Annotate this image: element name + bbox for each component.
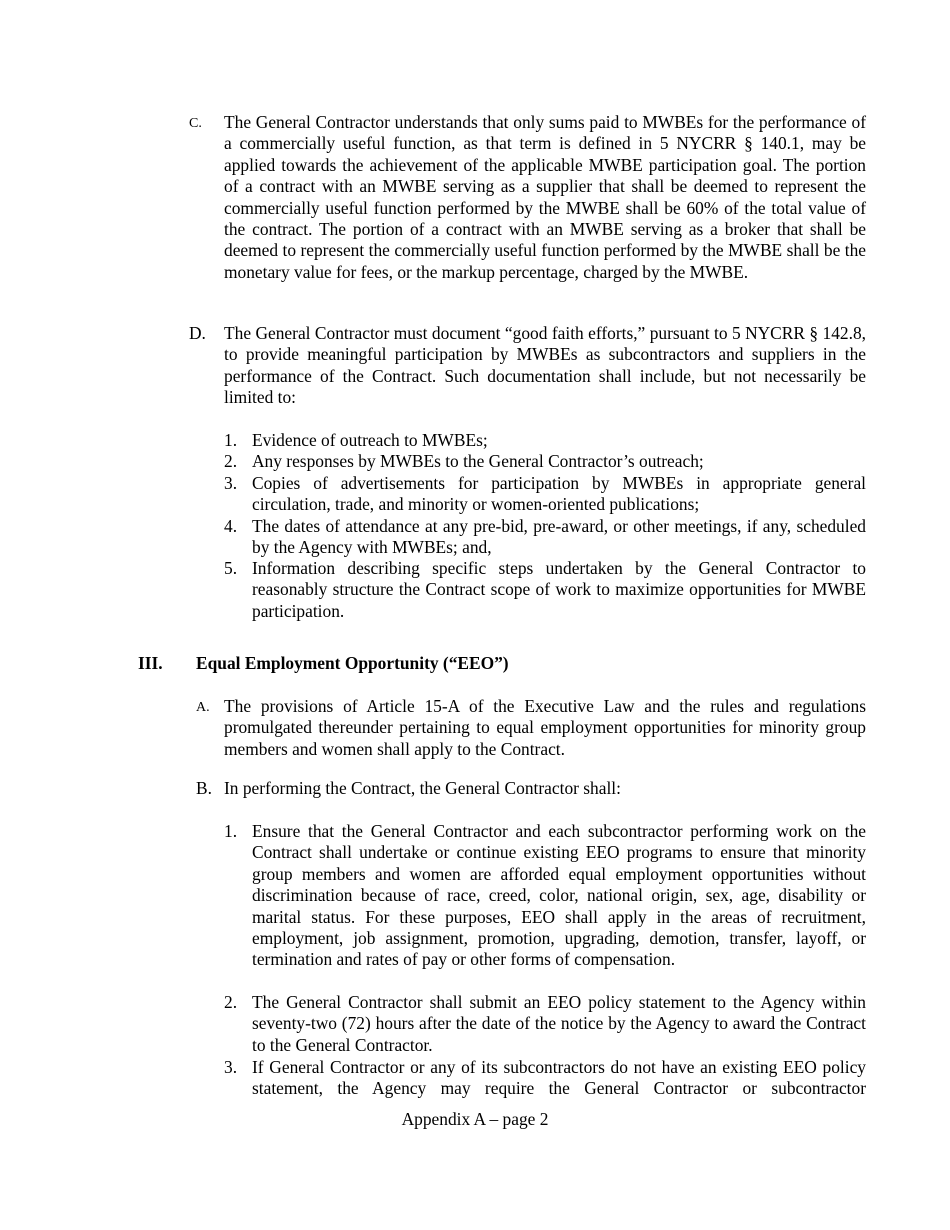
item-c-letter: C.: [189, 116, 202, 131]
list-item-number: 3.: [224, 1057, 238, 1077]
list-item: Evidence of outreach to MWBEs;: [252, 430, 488, 450]
list-item: The General Contractor shall submit an EEO policy statement to the Agency within seventy-two (72) hours after the date of the notice by the Agency to award the Contract to the General Contractor.: [252, 992, 866, 1055]
list-item: Information describing specific steps undertaken by the General Contractor to reasonably structure the Contract scope of work to maximize opportunities for MWBE participation.: [252, 558, 866, 621]
list-item: If General Contractor or any of its subcontractors do not have an existing EEO policy statement, the Agency may require the General Contractor or subcontractor: [252, 1057, 866, 1099]
item-a-paragraph: The provisions of Article 15-A of the Executive Law and the rules and regulations promulgated thereunder pertaining to equal employment opportunities for minority group members and women shall apply to the Contract.: [224, 696, 866, 759]
list-item: Copies of advertisements for participation by MWBEs in appropriate general circulation, trade, and minority or women-oriented publications;: [252, 473, 866, 515]
list-item-number: 1.: [224, 430, 238, 450]
item-d-letter: D.: [189, 323, 206, 343]
item-b-paragraph: In performing the Contract, the General Contractor shall:: [224, 778, 621, 798]
list-item-number: 4.: [224, 516, 238, 536]
list-item: The dates of attendance at any pre-bid, pre-award, or other meetings, if any, scheduled by the Agency with MWBEs; and,: [252, 516, 866, 558]
list-item-number: 2.: [224, 451, 238, 471]
item-d-paragraph: The General Contractor must document “good faith efforts,” pursuant to 5 NYCRR § 142.8, to provide meaningful participation by MWBEs as subcontractors and suppliers in the performance of the Contract. Such documentation shall include, but not necessarily be limited to:: [224, 323, 866, 408]
item-c-paragraph: The General Contractor understands that only sums paid to MWBEs for the performance of a commercially useful function, as that term is defined in 5 NYCRR § 140.1, may be applied towards the achievement of the applicable MWBE participation goal. The portion of a contract with an MWBE serving as a supplier that shall be deemed to represent the commercially useful function performed by the MWBE shall be 60% of the total value of the contract. The portion of a contract with an MWBE serving as a broker that shall be deemed to represent the commercially useful function performed by the MWBE shall be the monetary value for fees, or the markup percentage, charged by the MWBE.: [224, 112, 866, 282]
list-item-number: 5.: [224, 558, 238, 578]
section-title: Equal Employment Opportunity (“EEO”): [196, 653, 509, 673]
list-item: Ensure that the General Contractor and each subcontractor performing work on the Contract shall undertake or continue existing EEO programs to ensure that minority group members and women are afforded equal employment opportunities without discrimination because of race, creed, color, national origin, sex, age, disability or marital status. For these purposes, EEO shall apply in the areas of recruitment, employment, job assignment, promotion, upgrading, demotion, transfer, layoff, or termination and rates of pay or other forms of compensation.: [252, 821, 866, 970]
section-number: III.: [138, 653, 163, 673]
list-item: Any responses by MWBEs to the General Contractor’s outreach;: [252, 451, 704, 471]
page-footer: Appendix A – page 2: [401, 1109, 549, 1129]
item-a-letter: A.: [196, 700, 210, 715]
list-item-number: 1.: [224, 821, 238, 841]
list-item-number: 2.: [224, 992, 238, 1012]
list-item-number: 3.: [224, 473, 238, 493]
item-b-letter: B.: [196, 778, 212, 798]
